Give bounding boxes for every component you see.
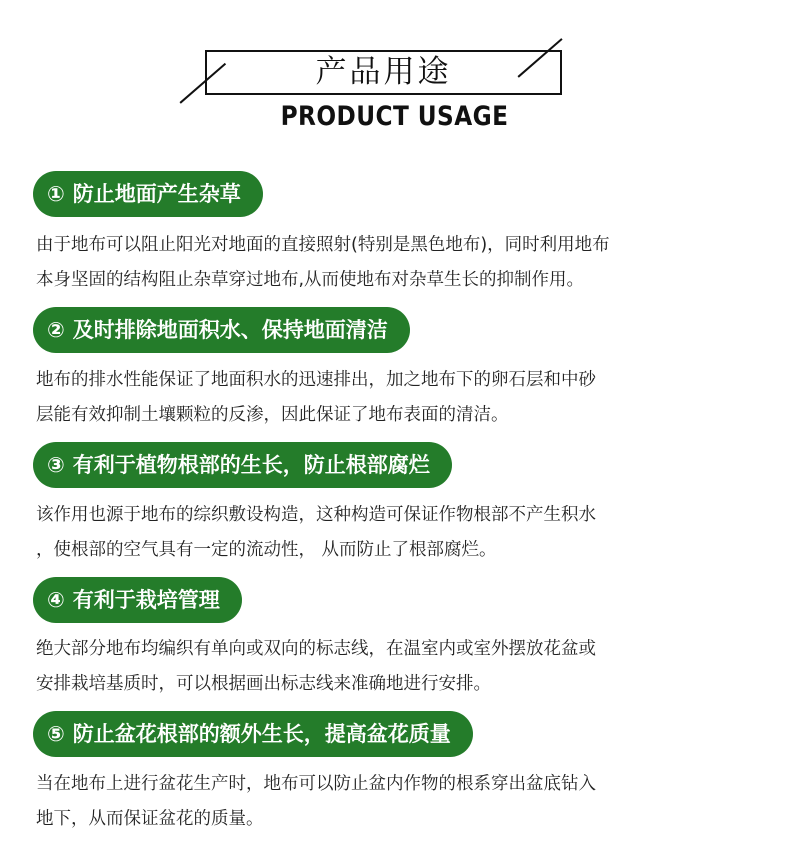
text-line: 该作用也源于地布的综织敷设构造，这种构造可保证作物根部不产生积水 xyxy=(36,505,596,525)
text-line: 绝大部分地布均编织有单向或双向的标志线，在温室内或室外摆放花盆或 xyxy=(36,639,596,659)
section-title: 及时排除地面积水、保持地面清洁 xyxy=(72,318,388,342)
text-line: 本身坚固的结构阻止杂草穿过地布,从而使地布对杂草生长的抑制作用。 xyxy=(36,270,585,290)
text-line: 安排栽培基质时，可以根据画出标志线来准确地进行安排。 xyxy=(36,674,491,694)
title-box xyxy=(205,50,562,95)
section-heading xyxy=(33,711,473,757)
text-line: 地布的排水性能保证了地面积水的迅速排出，加之地布下的卵石层和中砂 xyxy=(36,370,596,390)
section-heading xyxy=(33,171,263,217)
section-heading xyxy=(33,577,242,623)
text-line: 地下，从而保证盆花的质量。 xyxy=(36,809,264,829)
section-text xyxy=(36,228,766,298)
header xyxy=(0,0,789,150)
section-number: ① xyxy=(47,182,65,206)
section-title: 防止盆花根部的额外生长，提高盆花质量 xyxy=(72,722,451,746)
section-title: 有利于植物根部的生长，防止根部腐烂 xyxy=(72,453,430,477)
section-title: 有利于栽培管理 xyxy=(72,588,220,612)
section-number: ③ xyxy=(47,453,65,477)
page-title: 产品用途 xyxy=(315,54,452,90)
text-line: 当在地布上进行盆花生产时，地布可以防止盆内作物的根系穿出盆底钻入 xyxy=(36,774,596,794)
section-text xyxy=(36,767,766,837)
text-line: 层能有效抑制土壤颗粒的反渗，因此保证了地布表面的清洁。 xyxy=(36,405,509,425)
section-number: ⑤ xyxy=(47,722,65,746)
section-heading xyxy=(33,307,410,353)
text-line: 由于地布可以阻止阳光对地面的直接照射(特别是黑色地布)，同时利用地布 xyxy=(36,235,610,255)
section-text xyxy=(36,363,766,433)
text-line: ，使根部的空气具有一定的流动性， 从而防止了根部腐烂。 xyxy=(36,540,497,560)
section-text xyxy=(36,498,766,568)
section-title: 防止地面产生杂草 xyxy=(72,182,241,206)
page-subtitle: PRODUCT USAGE xyxy=(280,101,509,132)
section-number: ② xyxy=(47,318,65,342)
section-text xyxy=(36,632,766,702)
section-heading xyxy=(33,442,452,488)
section-number: ④ xyxy=(47,588,65,612)
